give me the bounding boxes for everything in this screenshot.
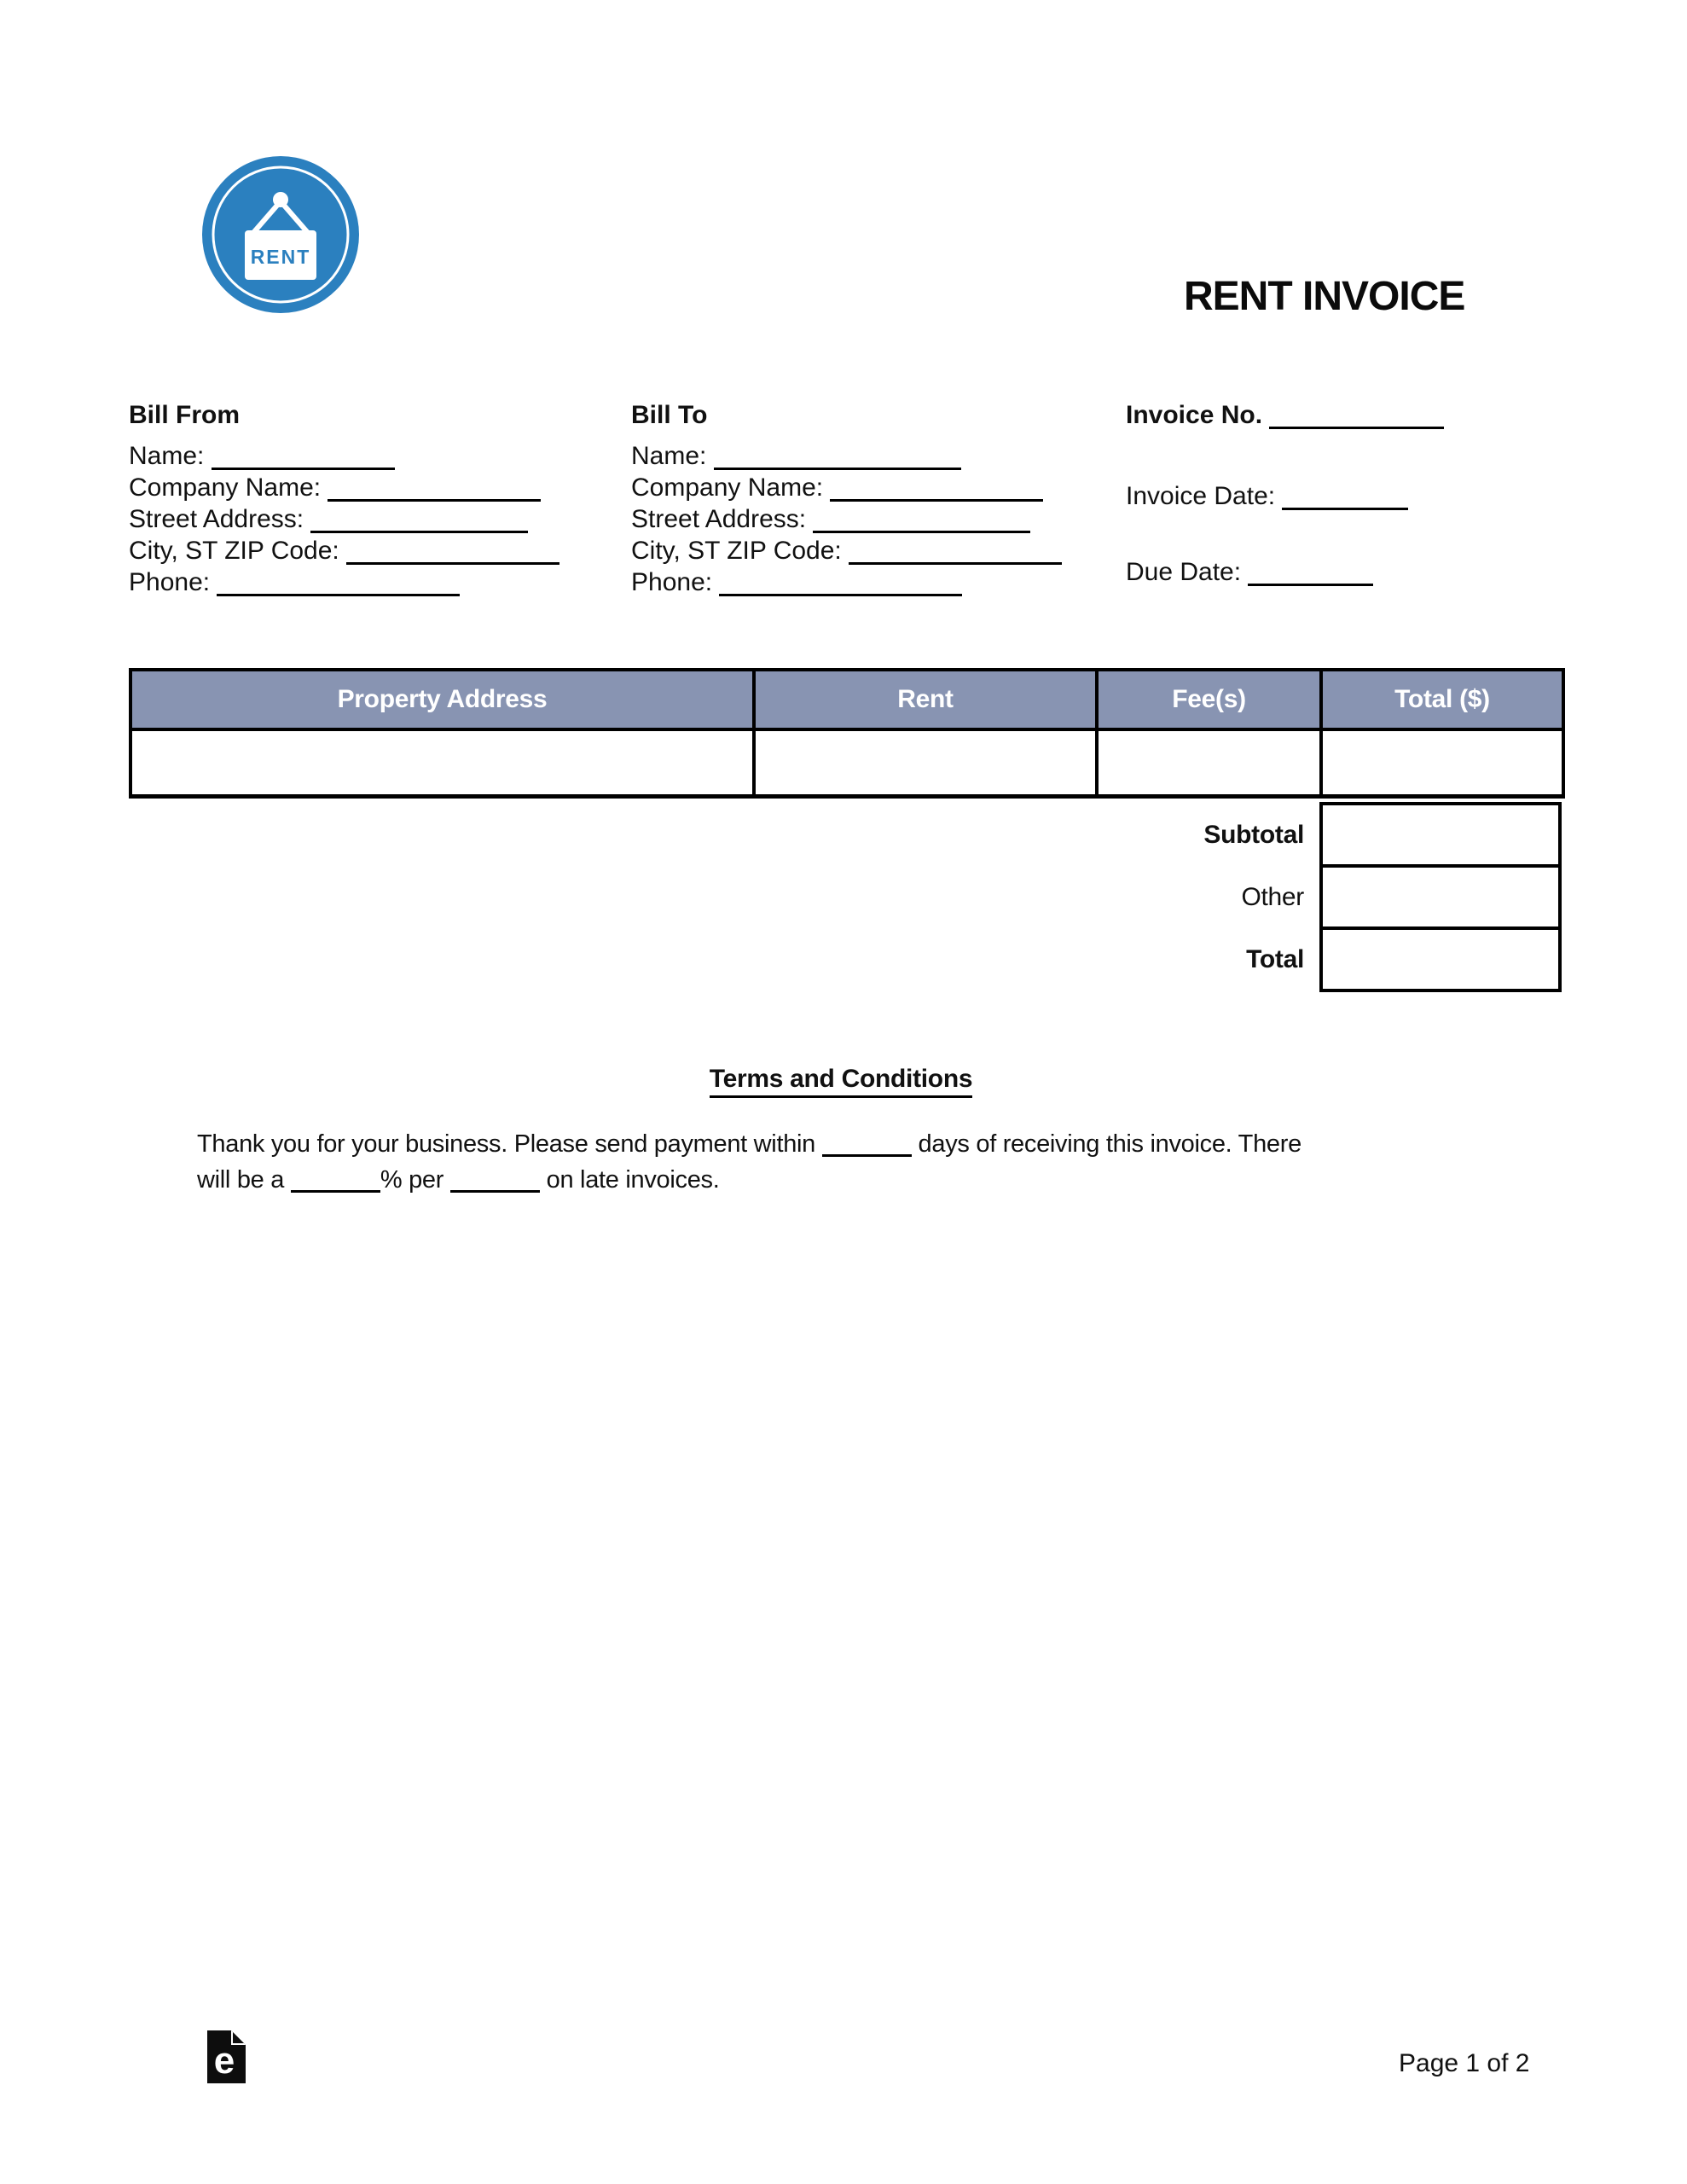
- terms-text-part: days of receiving this invoice. There: [918, 1130, 1301, 1158]
- column-header-fees: Fee(s): [1097, 670, 1321, 729]
- subtotal-value-cell: [1319, 802, 1562, 868]
- bill-to-phone-row: [631, 566, 1109, 598]
- bill-from-street-blank: [310, 508, 528, 533]
- bill-from-company-blank: [328, 476, 541, 502]
- field-label: Street Address:: [129, 505, 304, 533]
- invoice-date-row: [1126, 480, 1569, 512]
- field-label: City, ST ZIP Code:: [631, 537, 842, 565]
- total-cell: [1321, 729, 1563, 796]
- bill-from-city-row: [129, 535, 606, 566]
- bill-to-street-row: [631, 503, 1109, 535]
- bill-from-heading: Bill From: [129, 401, 241, 429]
- column-header-property-address: Property Address: [130, 670, 754, 729]
- bill-to-phone-blank: [719, 571, 962, 596]
- terms-paragraph: [197, 1126, 1510, 1198]
- page-number: Page 1 of 2: [1399, 2049, 1530, 2077]
- invoice-date-label: Invoice Date:: [1126, 482, 1276, 510]
- terms-text-part: will be a: [197, 1166, 285, 1194]
- subtotal-row: [129, 802, 1562, 868]
- logo-sign-text: RENT: [250, 246, 311, 268]
- total-label: Total: [1246, 944, 1304, 973]
- field-label: Name:: [129, 442, 205, 470]
- bill-to-heading: Bill To: [631, 401, 708, 429]
- bill-to-section: [631, 399, 1109, 598]
- bill-from-phone-row: [129, 566, 606, 598]
- terms-text-part: % per: [380, 1166, 444, 1194]
- bill-from-section: [129, 399, 606, 598]
- due-date-blank: [1248, 561, 1373, 586]
- rent-cell: [754, 729, 1097, 796]
- invoice-no-label: Invoice No.: [1126, 401, 1263, 429]
- days-blank: [822, 1135, 912, 1157]
- total-value-cell: [1319, 926, 1562, 992]
- other-label: Other: [1241, 882, 1304, 911]
- bill-to-name-blank: [714, 444, 961, 470]
- invoice-meta-section: [1126, 399, 1569, 588]
- column-header-rent: Rent: [754, 670, 1097, 729]
- svg-text:e: e: [213, 2040, 235, 2082]
- other-value-cell: [1319, 864, 1562, 930]
- invoice-no-blank: [1269, 404, 1444, 429]
- bill-to-city-row: [631, 535, 1109, 566]
- bill-from-city-blank: [346, 539, 559, 565]
- terms-heading-text: Terms and Conditions: [710, 1065, 972, 1098]
- rent-sign-logo-icon: [200, 154, 362, 316]
- bill-to-street-blank: [813, 508, 1030, 533]
- property-address-cell: [130, 729, 754, 796]
- totals-section: [129, 802, 1562, 992]
- terms-text-part: Thank you for your business. Please send payment within: [197, 1130, 816, 1158]
- invoice-no-row: [1126, 399, 1569, 431]
- total-row: [129, 926, 1562, 992]
- bill-from-name-row: [129, 440, 606, 472]
- eforms-document-logo-icon: [207, 2030, 246, 2083]
- bill-to-city-blank: [849, 539, 1062, 565]
- column-header-total: Total ($): [1321, 670, 1563, 729]
- page-title: RENT INVOICE: [1184, 274, 1465, 319]
- field-label: Street Address:: [631, 505, 807, 533]
- bill-from-street-row: [129, 503, 606, 535]
- field-label: Company Name:: [631, 473, 824, 502]
- terms-heading: [197, 1065, 1485, 1094]
- field-label: Company Name:: [129, 473, 322, 502]
- field-label: Name:: [631, 442, 707, 470]
- bill-from-company-row: [129, 472, 606, 503]
- table-header-row: [130, 670, 1563, 729]
- bill-to-company-row: [631, 472, 1109, 503]
- field-label: Phone:: [129, 568, 211, 596]
- percent-blank: [291, 1170, 380, 1193]
- table-row: [130, 729, 1563, 796]
- terms-text-part: on late invoices.: [546, 1166, 720, 1194]
- period-blank: [450, 1170, 540, 1193]
- due-date-row: [1126, 556, 1569, 588]
- invoice-date-blank: [1282, 485, 1408, 510]
- bill-from-phone-blank: [217, 571, 460, 596]
- bill-to-company-blank: [830, 476, 1043, 502]
- other-row: [129, 864, 1562, 930]
- field-label: City, ST ZIP Code:: [129, 537, 339, 565]
- bill-from-name-blank: [212, 444, 395, 470]
- bill-to-name-row: [631, 440, 1109, 472]
- field-label: Phone:: [631, 568, 713, 596]
- due-date-label: Due Date:: [1126, 558, 1242, 586]
- line-items-table: [129, 668, 1565, 799]
- fees-cell: [1097, 729, 1321, 796]
- subtotal-label: Subtotal: [1203, 820, 1304, 849]
